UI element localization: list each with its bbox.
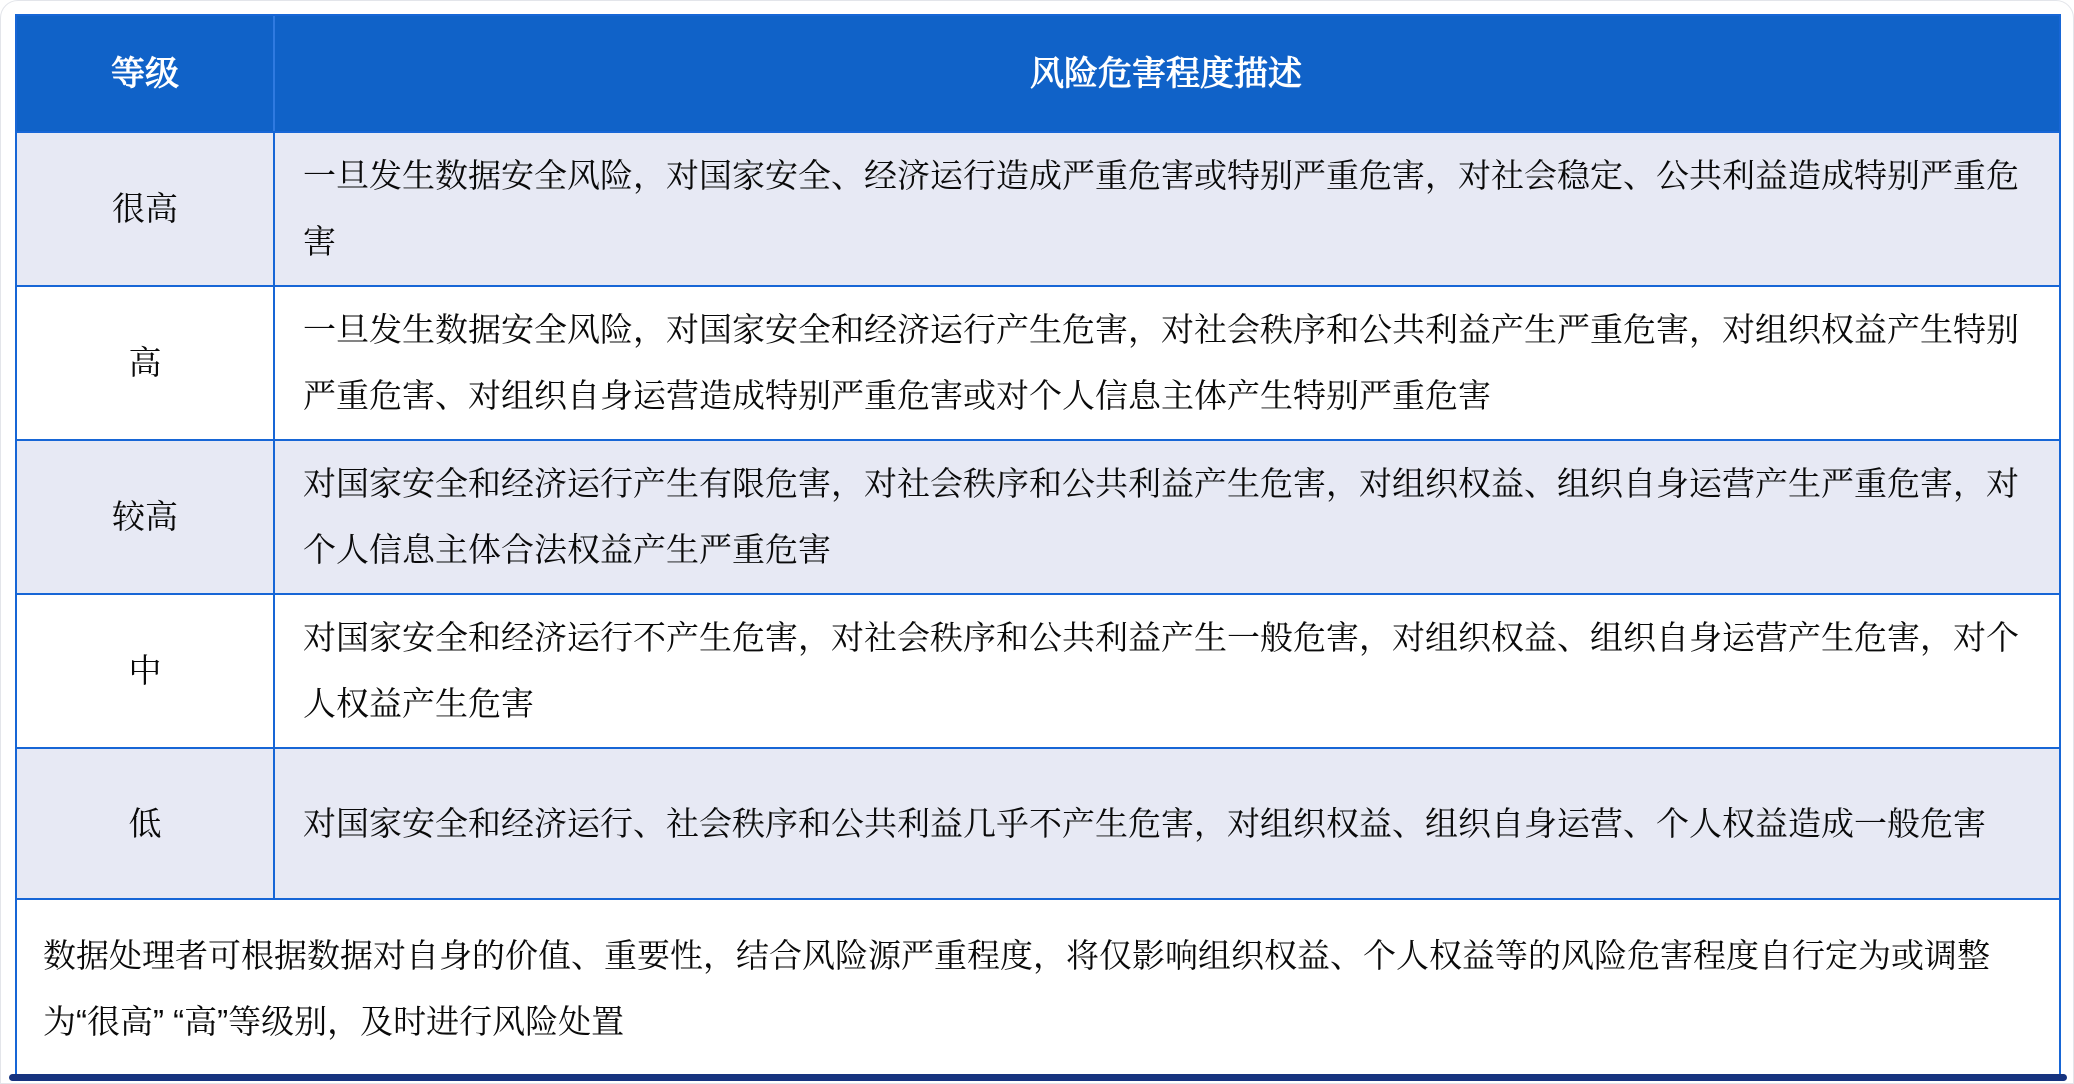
level-very-high: 很高	[17, 133, 275, 285]
description-medium: 对国家安全和经济运行不产生危害，对社会秩序和公共利益产生一般危害，对组织权益、组织自身运营产生危害，对个人权益产生危害	[303, 619, 2019, 722]
footnote-text: 数据处理者可根据数据对自身的价值、重要性，结合风险源严重程度，将仅影响组织权益、个人权益等的风险危害程度自行定为或调整为“很高” “高”等级别，及时进行风险处置	[43, 937, 1990, 1040]
table-row-very-high	[17, 133, 2059, 287]
description-very-high: 一旦发生数据安全风险，对国家安全、经济运行造成严重危害或特别严重危害，对社会稳定、公共利益造成特别严重危害	[303, 157, 2019, 260]
table-header-row	[17, 16, 2059, 133]
level-medium-high: 较高	[17, 441, 275, 593]
table-row-high	[17, 287, 2059, 441]
table-footnote-row	[17, 900, 2059, 1078]
header-level-label: 等级	[17, 16, 275, 131]
description-medium-high: 对国家安全和经济运行产生有限危害，对社会秩序和公共利益产生危害，对组织权益、组织自身运营产生严重危害，对个人信息主体合法权益产生严重危害	[303, 465, 2019, 568]
table-row-low	[17, 749, 2059, 900]
table-row-medium-high	[17, 441, 2059, 595]
level-high: 高	[17, 287, 275, 439]
level-low: 低	[17, 749, 275, 898]
description-high: 一旦发生数据安全风险，对国家安全和经济运行产生危害，对社会秩序和公共利益产生严重危害，对组织权益产生特别严重危害、对组织自身运营造成特别严重危害或对个人信息主体产生特别严重危害	[303, 311, 2019, 414]
risk-severity-table	[15, 14, 2061, 1080]
level-medium: 中	[17, 595, 275, 747]
description-low: 对国家安全和经济运行、社会秩序和公共利益几乎不产生危害，对组织权益、组织自身运营、个人权益造成一般危害	[303, 804, 1986, 842]
header-description-label: 风险危害程度描述	[1030, 54, 1302, 93]
table-row-medium	[17, 595, 2059, 749]
bottom-accent-bar	[9, 1074, 2067, 1081]
